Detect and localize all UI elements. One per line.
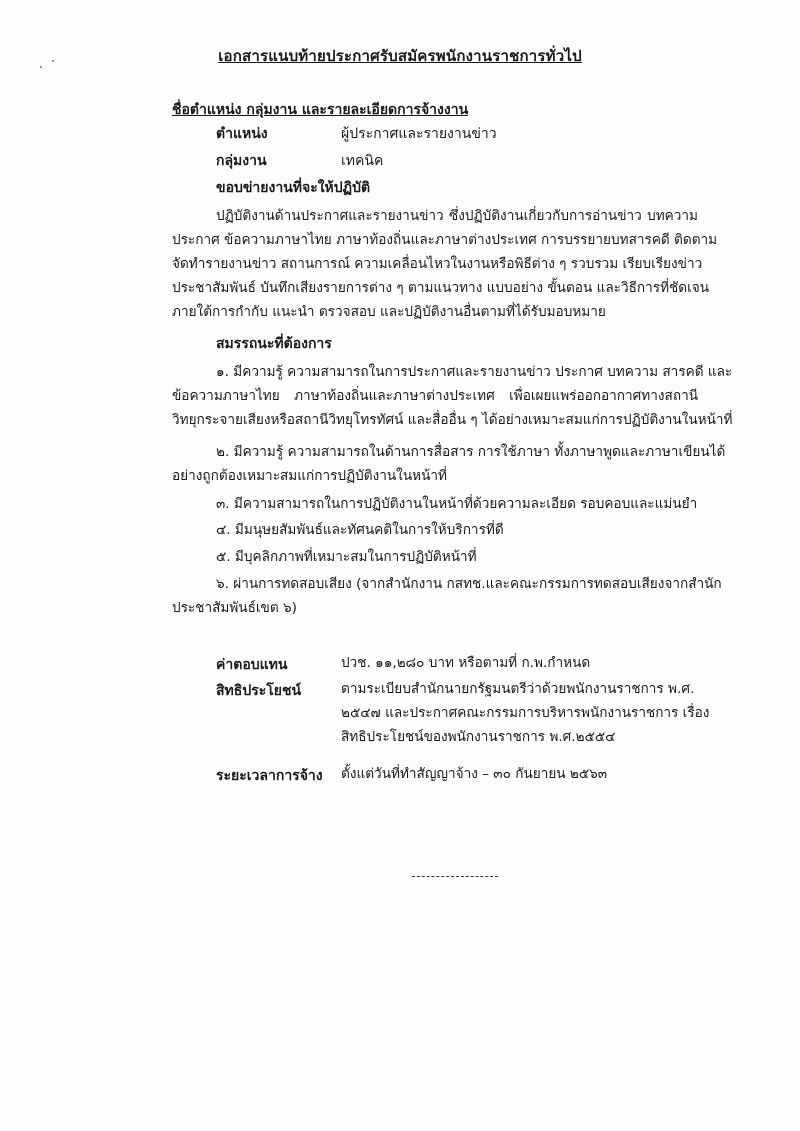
group-label: กลุ่มงาน <box>216 153 267 169</box>
competency-line: ๑. มีความรู้ ความสามารถในการประกาศและรายงานข่าว ประกาศ บทความ สารคดี และ <box>216 364 733 380</box>
benefits-line: สิทธิประโยชน์ของพนักงานราชการ พ.ศ.๒๕๕๔ <box>341 729 616 745</box>
scope-line: ประชาสัมพันธ์ บันทึกเสียงรายการต่าง ๆ ตามแนวทาง แบบอย่าง ขั้นตอน และวิธีการที่ชัดเจน <box>172 280 709 296</box>
competency-item-1 <box>172 360 733 432</box>
compensation-value: ปวช. ๑๑,๒๘๐ บาท หรือตามที่ ก.พ.กำหนด <box>341 655 591 671</box>
section-heading: ชื่อตำแหน่ง กลุ่มงาน และรายละเอียดการจ้างงาน <box>172 102 469 118</box>
competency-line: ข้อความภาษาไทย ภาษาท้องถิ่นและภาษาต่างประเทศ เพื่อเผยแพร่ออกอากาศทางสถานี <box>172 388 698 404</box>
scope-paragraph <box>172 204 718 324</box>
competencies-heading: สมรรถนะที่ต้องการ <box>216 336 332 352</box>
scope-line: ปฏิบัติงานด้านประกาศและรายงานข่าว ซึ่งปฏิบัติงานเกี่ยวกับการอ่านข่าว บทความ <box>216 208 698 224</box>
competency-line: ประชาสัมพันธ์เขต ๖) <box>172 600 297 616</box>
benefits-value <box>341 677 709 749</box>
group-value: เทคนิค <box>341 153 384 169</box>
document-title: เอกสารแนบท้ายประกาศรับสมัครพนักงานราชการทั่วไป <box>218 47 582 65</box>
scope-line: จัดทำรายงานข่าว สถานการณ์ ความเคลื่อนไหวในงานหรือพิธีต่าง ๆ รวบรวม เรียบเรียงข่าว <box>172 256 703 272</box>
compensation-label: ค่าตอบแทน <box>216 657 288 673</box>
position-value: ผู้ประกาศและรายงานข่าว <box>341 126 497 142</box>
duration-value: ตั้งแต่วันที่ทำสัญญาจ้าง – ๓๐ กันยายน ๒๕๖๓ <box>341 766 608 782</box>
competency-line: ๔. มีมนุษยสัมพันธ์และทัศนคติในการให้บริการที่ดี <box>216 522 504 538</box>
scope-heading: ขอบข่ายงานที่จะให้ปฏิบัติ <box>216 180 371 196</box>
competency-item-3 <box>172 492 698 516</box>
competency-item-2 <box>172 440 726 488</box>
benefits-line: ตามระเบียบสำนักนายกรัฐมนตรีว่าด้วยพนักงานราชการ พ.ศ. <box>341 681 695 697</box>
benefits-line: ๒๕๔๗ และประกาศคณะกรรมการบริหารพนักงานราชการ เรื่อง <box>341 705 710 721</box>
competency-line: ๒. มีความรู้ ความสามารถในด้านการสื่อสาร การใช้ภาษา ทั้งภาษาพูดและภาษาเขียนได้ <box>216 444 726 460</box>
competency-line: ๖. ผ่านการทดสอบเสียง (จากสำนักงาน กสทช.และคณะกรรมการทดสอบเสียงจากสำนัก <box>216 576 722 592</box>
benefits-label: สิทธิประโยชน์ <box>216 683 302 699</box>
competency-item-6 <box>172 572 722 620</box>
competency-item-5 <box>172 545 698 569</box>
position-label: ตำแหน่ง <box>216 126 268 142</box>
scope-line: ภายใต้การกำกับ แนะนำ ตรวจสอบ และปฏิบัติงานอื่นตามที่ได้รับมอบหมาย <box>172 304 606 320</box>
scope-line: ประกาศ ข้อความภาษาไทย ภาษาท้องถิ่นและภาษาต่างประเทศ การบรรยายบทสารคดี ติดตาม <box>172 232 718 248</box>
duration-label: ระยะเวลาการจ้าง <box>216 768 323 784</box>
competency-line: อย่างถูกต้องเหมาะสมแก่การปฏิบัติงานในหน้าที่ <box>172 468 447 484</box>
competency-line: ๓. มีความสามารถในการปฏิบัติงานในหน้าที่ด้วยความละเอียด รอบคอบและแม่นยำ <box>216 496 698 512</box>
competency-line: วิทยุกระจายเสียงหรือสถานีวิทยุโทรทัศน์ และสื่ออื่น ๆ ได้อย่างเหมาะสมแก่การปฏิบัติงานในหน้าที่ <box>172 412 733 428</box>
competency-line: ๕. มีบุคลิกภาพที่เหมาะสมในการปฏิบัติหน้าที่ <box>216 549 477 565</box>
competency-item-4 <box>172 518 698 542</box>
end-divider <box>412 876 498 877</box>
